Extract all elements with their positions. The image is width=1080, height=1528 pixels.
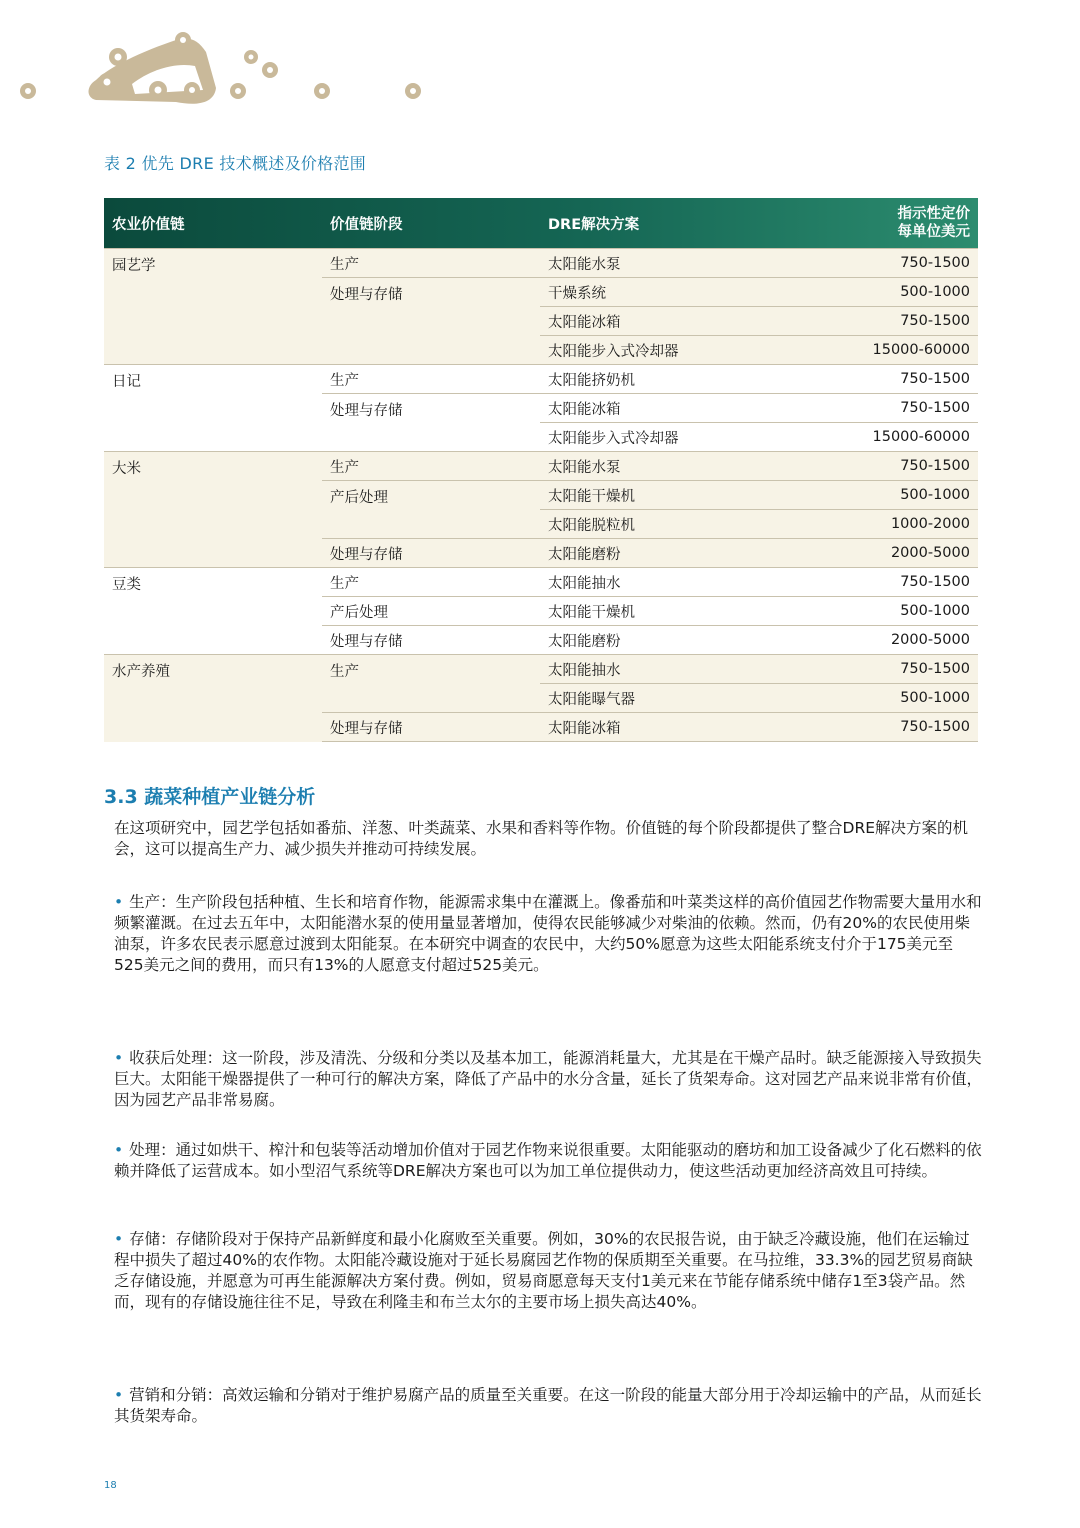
value-chain-cell: 日记: [104, 365, 322, 452]
solution-cell: 太阳能水泵: [540, 452, 758, 481]
price-cell: 750-1500: [758, 452, 978, 481]
solution-cell: 干燥系统: [540, 278, 758, 307]
stage-cell: 生产: [322, 655, 540, 713]
solution-cell: 太阳能步入式冷却器: [540, 423, 758, 452]
price-cell: 750-1500: [758, 249, 978, 278]
solution-cell: 太阳能曝气器: [540, 684, 758, 713]
stage-cell: 生产: [322, 249, 540, 278]
header-stage: 价值链阶段: [330, 216, 403, 233]
table-caption: 表 2 优先 DRE 技术概述及价格范围: [104, 154, 367, 173]
price-cell: 750-1500: [758, 713, 978, 742]
page-number: 18: [104, 1480, 117, 1491]
stage-cell: 生产: [322, 365, 540, 394]
bullet-dot-icon: •: [114, 1230, 124, 1248]
stage-cell: 产后处理: [322, 481, 540, 539]
solution-cell: 太阳能干燥机: [540, 481, 758, 510]
value-chain-cell: 大米: [104, 452, 322, 568]
price-cell: 15000-60000: [758, 336, 978, 365]
price-cell: 750-1500: [758, 394, 978, 423]
bullet-processing: [114, 1140, 982, 1182]
bullet-text: 营销和分销：高效运输和分销对于维护易腐产品的质量至关重要。在这一阶段的能量大部分用于冷却运输中的产品，从而延长其货架寿命。: [114, 1386, 982, 1425]
stage-cell: 处理与存储: [322, 539, 540, 568]
bullet-text: 收获后处理：这一阶段，涉及清洗、分级和分类以及基本加工，能源消耗量大，尤其是在干燥产品时。缺乏能源接入导致损失巨大。太阳能干燥器提供了一种可行的解决方案，降低了产品中的水分含量，延长了货架寿命。这对园艺产品来说非常有价值，因为园艺产品非常易腐。: [114, 1049, 983, 1109]
header-price: [758, 198, 978, 249]
header-price-line1: 指示性定价: [897, 206, 970, 222]
solution-cell: 太阳能磨粉: [540, 626, 758, 655]
bullet-text: 存储：存储阶段对于保持产品新鲜度和最小化腐败至关重要。例如，30%的农民报告说，由于缺乏冷藏设施，他们在运输过程中损失了超过40%的农作物。太阳能冷藏设施对于延长易腐园艺作物的保质期至关重要。在马拉维，33.3%的园艺贸易商缺乏存储设施，并愿意为可再生能源解决方案付费。例如，贸易商愿意每天支付1美元来在节能存储系统中储存1至3袋产品。然而，现有的存储设施往往不足，导致在利隆圭和布兰太尔的主要市场上损失高达40%。: [114, 1230, 973, 1311]
bullet-production: [114, 892, 982, 976]
bullet-dot-icon: •: [114, 893, 124, 911]
solution-cell: 太阳能抽水: [540, 568, 758, 597]
brand-logo-icon: [0, 0, 460, 130]
solution-cell: 太阳能冰箱: [540, 713, 758, 742]
table-row: [104, 249, 978, 278]
solution-cell: 太阳能脱粒机: [540, 510, 758, 539]
price-cell: 750-1500: [758, 655, 978, 684]
table-row: [104, 365, 978, 394]
price-cell: 2000-5000: [758, 626, 978, 655]
solution-cell: 太阳能抽水: [540, 655, 758, 684]
bullet-marketing: [114, 1385, 982, 1427]
price-cell: 15000-60000: [758, 423, 978, 452]
solution-cell: 太阳能冰箱: [540, 307, 758, 336]
table-header-row: [104, 198, 978, 249]
stage-cell: 产后处理: [322, 597, 540, 626]
intro-paragraph: 在这项研究中，园艺学包括如番茄、洋葱、叶类蔬菜、水果和香料等作物。价值链的每个阶段都提供了整合DRE解决方案的机会，这可以提高生产力、减少损失并推动可持续发展。: [114, 819, 969, 858]
header-value-chain: 农业价值链: [112, 216, 185, 233]
bullet-postharvest: [114, 1048, 982, 1111]
stage-cell: 处理与存储: [322, 713, 540, 742]
value-chain-cell: 豆类: [104, 568, 322, 655]
price-cell: 750-1500: [758, 568, 978, 597]
price-cell: 750-1500: [758, 365, 978, 394]
price-cell: 750-1500: [758, 307, 978, 336]
header-solution: DRE解决方案: [548, 216, 640, 233]
price-cell: 500-1000: [758, 278, 978, 307]
header-price-line2: 每单位美元: [897, 224, 970, 240]
stage-cell: 处理与存储: [322, 394, 540, 452]
price-cell: 1000-2000: [758, 510, 978, 539]
solution-cell: 太阳能步入式冷却器: [540, 336, 758, 365]
section-heading: 3.3 蔬菜种植产业链分析: [104, 786, 316, 808]
bullet-storage: [114, 1229, 982, 1313]
solution-cell: 太阳能磨粉: [540, 539, 758, 568]
price-cell: 500-1000: [758, 597, 978, 626]
bullet-text: 处理：通过如烘干、榨汁和包装等活动增加价值对于园艺作物来说很重要。太阳能驱动的磨坊和加工设备减少了化石燃料的依赖并降低了运营成本。如小型沼气系统等DRE解决方案也可以为加工单位提供动力，使这些活动更加经济高效且可持续。: [114, 1141, 982, 1180]
stage-cell: 生产: [322, 452, 540, 481]
table-row: [104, 568, 978, 597]
solution-cell: 太阳能挤奶机: [540, 365, 758, 394]
price-cell: 500-1000: [758, 481, 978, 510]
stage-cell: 处理与存储: [322, 278, 540, 365]
solution-cell: 太阳能水泵: [540, 249, 758, 278]
stage-cell: 生产: [322, 568, 540, 597]
price-cell: 500-1000: [758, 684, 978, 713]
bullet-dot-icon: •: [114, 1141, 124, 1159]
price-cell: 2000-5000: [758, 539, 978, 568]
solution-cell: 太阳能干燥机: [540, 597, 758, 626]
bullet-dot-icon: •: [114, 1049, 124, 1067]
bullet-dot-icon: •: [114, 1386, 124, 1404]
value-chain-cell: 水产养殖: [104, 655, 322, 742]
table-row: [104, 655, 978, 684]
solution-cell: 太阳能冰箱: [540, 394, 758, 423]
stage-cell: 处理与存储: [322, 626, 540, 655]
dre-pricing-table: [104, 198, 978, 742]
bullet-text: 生产：生产阶段包括种植、生长和培育作物，能源需求集中在灌溉上。像番茄和叶菜类这样的高价值园艺作物需要大量用水和频繁灌溉。在过去五年中，太阳能潜水泵的使用量显著增加，使得农民能够减少对柴油的依赖。然而，仍有20%的农民使用柴油泵，许多农民表示愿意过渡到太阳能泵。在本研究中调查的农民中，大约50%愿意为这些太阳能系统支付介于175美元至525美元之间的费用，而只有13%的人愿意支付超过525美元。: [114, 893, 982, 974]
table-row: [104, 452, 978, 481]
value-chain-cell: 园艺学: [104, 249, 322, 365]
